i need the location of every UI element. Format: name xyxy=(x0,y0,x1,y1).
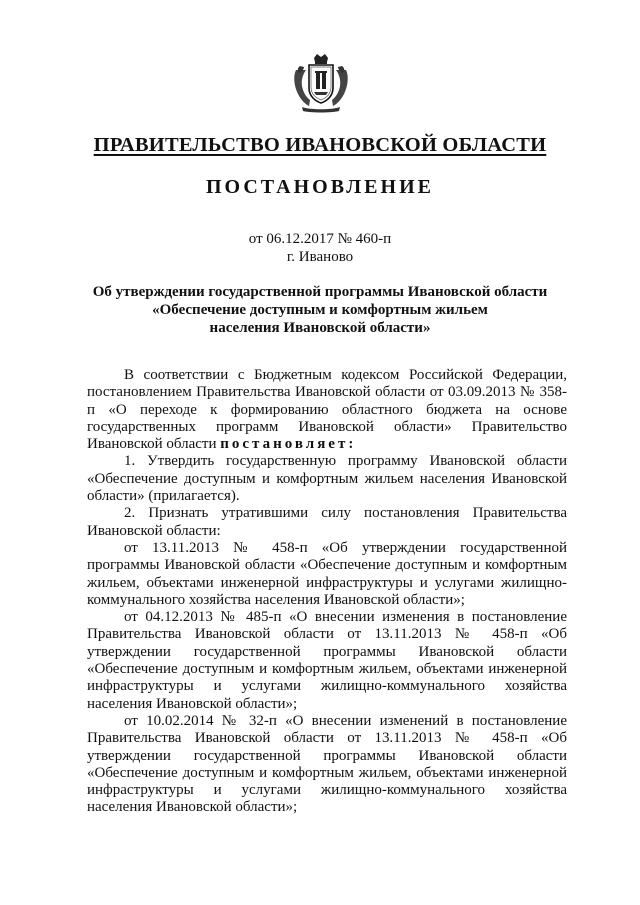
document-type: ПОСТАНОВЛЕНИЕ xyxy=(206,176,434,198)
heading-line: Об утверждении государственной программы Ивановской области xyxy=(92,284,548,300)
repealed-act-3: от 10.02.2014 № 32-п «О внесении изменений в постановление Правительства Ивановской области от 13.11.2013 № 458-п «Об утверждении государственной программы Ивановской области «Обеспечение доступным и комфортным жильем, объектами инженерной инфраструктуры и услугами жилищно-коммунального хозяйства населения Ивановской области»; xyxy=(87,712,567,816)
heading-line: населения Ивановской области» xyxy=(209,320,431,336)
document-heading xyxy=(60,283,580,337)
heading-line: «Обеспечение доступным и комфортным жильем xyxy=(152,302,488,318)
intro-text: В соответствии с Бюджетным кодексом Российской Федерации, постановлением Правительства Ивановской области от 03.09.2013 № 358-п «О переходе к формированию областного бюджета на основе государственных программ Ивановской области» Правительство Ивановской области xyxy=(87,367,567,453)
coat-of-arms-icon xyxy=(292,52,350,114)
government-title: ПРАВИТЕЛЬСТВО ИВАНОВСКОЙ ОБЛАСТИ xyxy=(93,134,547,156)
repealed-act-1: от 13.11.2013 № 458-п «Об утверждении государственной программы Ивановской области «Обеспечение доступным и комфортным жильем, объектами инженерной инфраструктуры и услугами жилищно-коммунального хозяйства населения Ивановской области»; xyxy=(87,539,567,608)
clause-2: 2. Признать утратившими силу постановления Правительства Ивановской области: xyxy=(87,505,567,539)
document-body xyxy=(87,367,567,817)
resolution-verb: постановляет: xyxy=(220,436,357,453)
document-city: г. Иваново xyxy=(286,249,354,265)
intro-paragraph xyxy=(87,367,567,453)
document-date-number: от 06.12.2017 № 460-п xyxy=(248,231,392,247)
clause-1: 1. Утвердить государственную программу Ивановской области «Обеспечение доступным и комфортным жильем населения Ивановской области» (прилагается). xyxy=(87,453,567,505)
repealed-act-2: от 04.12.2013 № 485-п «О внесении изменения в постановление Правительства Ивановской области от 13.11.2013 № 458-п «Об утверждении государственной программы Ивановской области «Обеспечение доступным и комфортным жильем, объектами инженерной инфраструктуры и услугами жилищно-коммунального хозяйства населения Ивановской области»; xyxy=(87,609,567,712)
